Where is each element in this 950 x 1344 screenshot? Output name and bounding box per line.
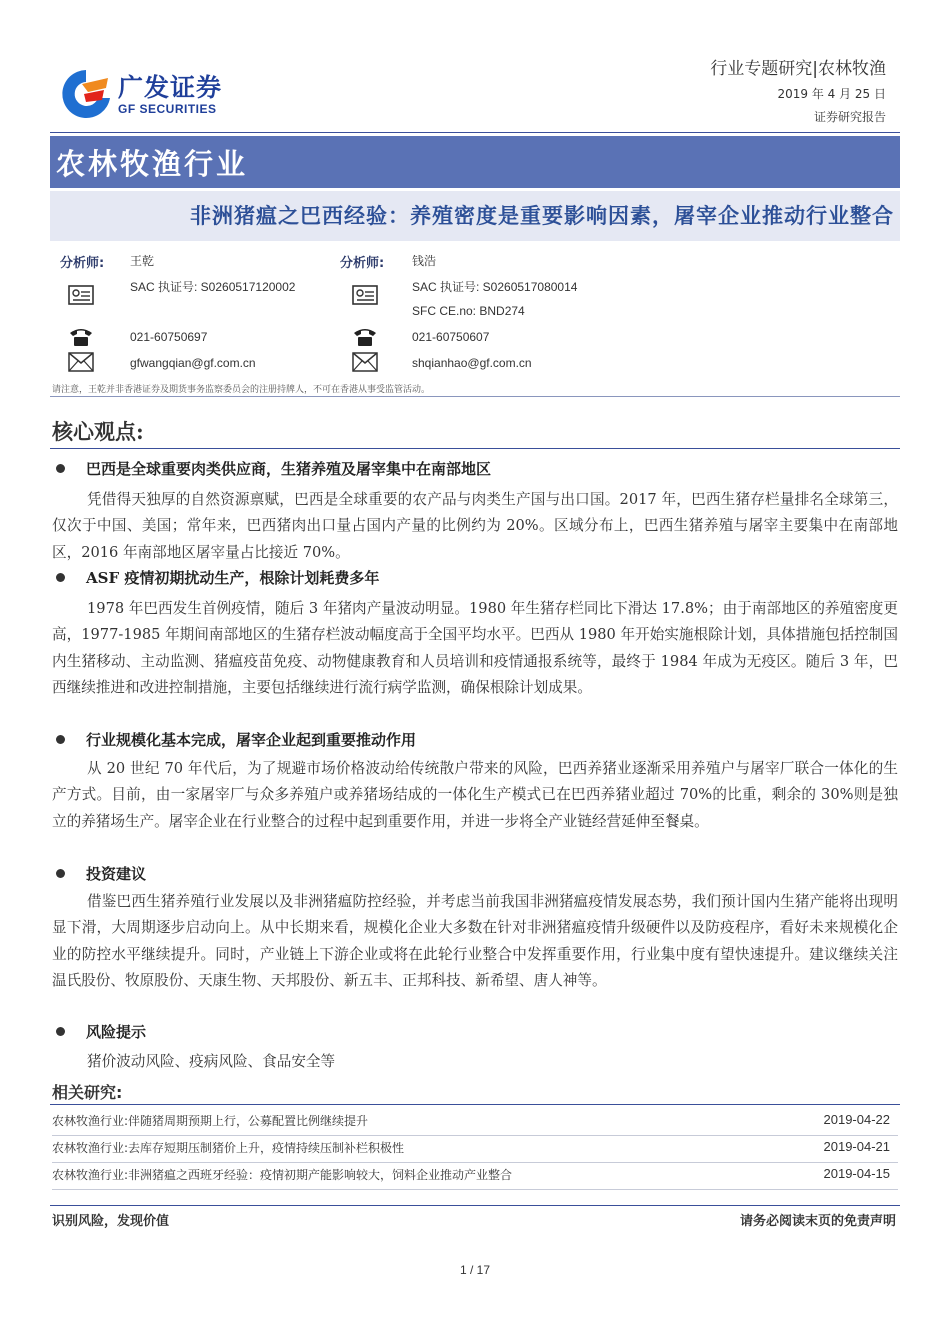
core-divider xyxy=(50,448,900,449)
section-heading: 风险提示 xyxy=(86,1023,147,1041)
related-item-text[interactable]: 农林牧渔行业:去库存短期压制猪价上升，疫情持续压制补栏积极性 xyxy=(52,1141,405,1155)
gf-logo-icon xyxy=(58,64,114,124)
certificate-icon xyxy=(352,285,378,307)
section-heading: 行业规模化基本完成，屠宰企业起到重要推动作用 xyxy=(86,731,417,749)
disclaimer-note: 请注意，王乾并非香港证券及期货事务监察委员会的注册持牌人，不可在香港从事受监管活动。 xyxy=(52,385,431,395)
bullet-icon xyxy=(56,735,65,744)
analyst-phone: 021-60750697 xyxy=(130,330,208,344)
analyst-email[interactable]: shqianhao@gf.com.cn xyxy=(412,356,532,370)
analyst-sfc: SFC CE.no: BND274 xyxy=(412,304,525,318)
section-body: 凭借得天独厚的自然资源禀赋，巴西是全球重要的农产品与肉类生产国与出口国。2017 年，巴西生猪存栏量排名全球第三，仅次于中国、美国；常年来，巴西猪肉出口量占国内产量的比例约为 20%。区域分布上，巴西生猪养殖与屠宰主要集中在南部地区，2016 年南部地区屠宰量占比接近 70%。 xyxy=(52,491,898,561)
analyst-label: 分析师: xyxy=(340,256,385,271)
report-subtitle: 非洲猪瘟之巴西经验：养殖密度是重要影响因素，屠宰企业推动行业整合 xyxy=(190,203,894,228)
related-item-date: 2019-04-15 xyxy=(823,1166,890,1181)
email-icon xyxy=(352,352,378,374)
analyst-label: 分析师: xyxy=(60,256,105,271)
logo-text-en: GF SECURITIES xyxy=(118,102,217,116)
phone-icon xyxy=(68,326,94,348)
page-number: 1 / 17 xyxy=(459,1263,491,1277)
related-item[interactable] xyxy=(52,1162,898,1190)
footer-slogan: 识别风险，发现价值 xyxy=(52,1214,170,1229)
phone-icon xyxy=(352,326,378,348)
analyst-divider xyxy=(50,396,900,397)
footer-disclaimer: 请务必阅读末页的免责声明 xyxy=(739,1214,896,1229)
section-heading: 巴西是全球重要肉类供应商，生猪养殖及屠宰集中在南部地区 xyxy=(86,460,492,478)
related-item-text[interactable]: 农林牧渔行业:非洲猪瘟之西班牙经验：疫情初期产能影响较大，饲料企业推动产业整合 xyxy=(52,1168,513,1182)
report-type: 行业专题研究|农林牧渔 xyxy=(710,59,886,79)
bullet-icon xyxy=(56,1027,65,1036)
related-item-date: 2019-04-21 xyxy=(823,1139,890,1154)
related-divider xyxy=(50,1104,900,1105)
email-icon xyxy=(68,352,94,374)
section-body: 借鉴巴西生猪养殖行业发展以及非洲猪瘟防控经验，并考虑当前我国非洲猪瘟疫情发展态势，我们预计国内生猪产能将出现明显下滑，大周期逐步启动向上。从中长期来看，规模化企业大多数在针对非洲猪瘟疫情升级硬件以及防疫程序，看好未来规模化企业的防控水平继续提升。同时，产业链上下游企业或将在此轮行业整合中发挥重要作用，行业集中度有望快速提升。建议继续关注温氏股份、牧原股份、天康生物、天邦股份、新五丰、正邦科技、新希望、唐人神等。 xyxy=(52,893,898,989)
report-kind: 证券研究报告 xyxy=(813,110,886,124)
section-body: 从 20 世纪 70 年代后，为了规避市场价格波动给传统散户带来的风险，巴西养猪业逐渐采用养殖户与屠宰厂联合一体化的生产方式。目前，由一家屠宰厂与众多养殖户或养猪场结成的一体化生产模式已在巴西养猪业超过 70%的比重，剩余的 30%则是独立的养猪场生产。屠宰企业在行业整合的过程中起到重要作用，并进一步将全产业链经营延伸至餐桌。 xyxy=(52,760,898,830)
logo-text-cn: 广发证券 xyxy=(118,73,223,102)
section-body: 猪价波动风险、疫病风险、食品安全等 xyxy=(87,1053,336,1070)
section-heading: 投资建议 xyxy=(86,865,147,883)
related-item[interactable] xyxy=(52,1108,898,1136)
analyst-name: 钱浩 xyxy=(412,254,437,268)
header-divider xyxy=(50,132,900,133)
related-item[interactable] xyxy=(52,1135,898,1163)
related-title: 相关研究: xyxy=(52,1083,123,1102)
related-item-text[interactable]: 农林牧渔行业:伴随猪周期预期上行，公募配置比例继续提升 xyxy=(52,1114,369,1128)
section-body: 1978 年巴西发生首例疫情，随后 3 年猪肉产量波动明显。1980 年生猪存栏同比下滑达 17.8%；由于南部地区的养殖密度更高，1977-1985 年期间南部地区的生猪存栏波动幅度高于全国平均水平。巴西从 1980 年开始实施根除计划，具体措施包括控制国内生猪移动、主动监测、猪瘟疫苗免疫、动物健康教育和人员培训和疫情通报系统等，最终于 1984 年成为无疫区。随后 3 年，巴西继续推进和改进控制措施，主要包括继续进行流行病学监测，确保根除计划成果。 xyxy=(52,600,898,696)
analyst-name: 王乾 xyxy=(130,254,155,268)
bullet-icon xyxy=(56,573,65,582)
section-heading: ASF 疫情初期扰动生产，根除计划耗费多年 xyxy=(86,569,380,587)
bullet-icon xyxy=(56,464,65,473)
industry-title: 农林牧渔行业 xyxy=(56,147,249,181)
analyst-phone: 021-60750607 xyxy=(412,330,490,344)
bullet-icon xyxy=(56,869,65,878)
company-logo xyxy=(58,64,258,124)
analyst-email[interactable]: gfwangqian@gf.com.cn xyxy=(130,356,256,370)
footer-divider xyxy=(50,1205,900,1206)
report-date: 2019 年 4 月 25 日 xyxy=(777,87,886,101)
analyst-sac: SAC 执证号: S0260517080014 xyxy=(412,280,578,294)
certificate-icon xyxy=(68,285,94,307)
analyst-sac: SAC 执证号: S0260517120002 xyxy=(130,280,296,294)
related-item-date: 2019-04-22 xyxy=(823,1112,890,1127)
core-title: 核心观点: xyxy=(52,419,144,444)
